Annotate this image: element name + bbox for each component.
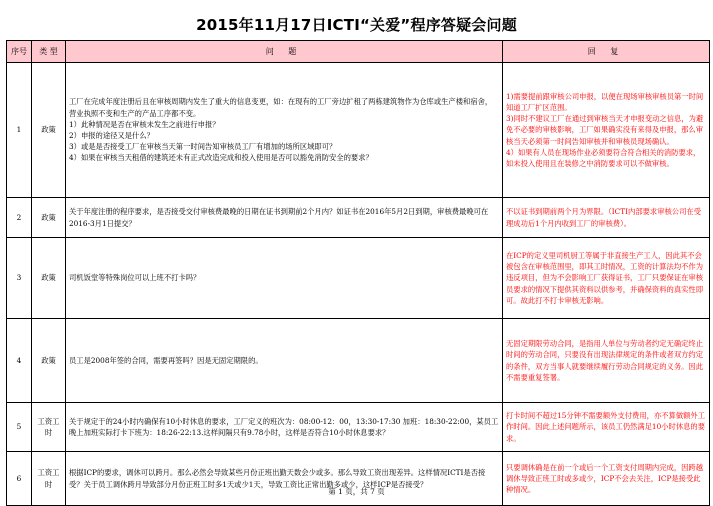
question-line: 关于年度注册的程序要求，是否接受交付审核费最晚的日期在证书到期前2个月内？如证书在2016年5月2日到期，审核费最晚可在2016-3月1日提交？: [69, 207, 489, 228]
table-row: [7, 198, 710, 238]
question-cell: [66, 319, 503, 403]
answer-cell: [503, 63, 710, 198]
row-type: 工资工时: [32, 403, 66, 452]
qa-body: [7, 63, 710, 506]
answer-line: 4）如果有人员在现场作业必须要符合符合相关的消防要求，如未投入使用且在装修之中消防要求可以不做审核。: [506, 147, 701, 168]
page-footer: 第 1 页，共 7 页: [328, 487, 385, 496]
answer-line: 打卡时间不超过15分钟不需要额外支付费用，亦不算做额外工作时间。因此上述问题所示，该员工仍然满足10小时休息的要求。: [506, 411, 706, 443]
row-type: 工资工时: [32, 452, 66, 506]
row-type: 政策: [32, 319, 66, 403]
row-number: 2: [7, 198, 32, 238]
row-number: 4: [7, 319, 32, 403]
header-answer: 回 复: [503, 41, 710, 63]
header-row: [7, 41, 710, 63]
row-number: 3: [7, 238, 32, 319]
answer-cell: [503, 198, 710, 238]
answer-line: 只要调休确是在前一个或后一个工资支付周期内完成，因跨越调休导致正班工时或多或少，ICP不会去关注，ICP是接受此种情况。: [506, 462, 704, 495]
question-line: 1）此种情况是否在审核未发生之前进行申报？: [69, 119, 220, 129]
question-line: 员工是2008年签的合同，需要再签吗？因是无固定期限的。: [69, 355, 263, 365]
row-type: 政策: [32, 63, 66, 198]
header-no: 序号: [7, 41, 32, 63]
row-number: 5: [7, 403, 32, 452]
header-type: 类 型: [32, 41, 66, 63]
table-row: [7, 63, 710, 198]
answer-line: 不以证书到期前两个月为界限。（ICTI内部要求审核公司在受理成功后1个月内收到工厂的审核费）。: [506, 207, 701, 228]
answer-cell: [503, 238, 710, 319]
question-cell: [66, 452, 503, 506]
header-question: 问 题: [66, 41, 503, 63]
question-line: 工厂在完成年度注册后且在审核周期内发生了重大的信息变更，如：在现有的工厂旁边扩租了两栋建筑物作为仓库或生产楼和宿舍，营业执照不变和生产的产品工序都不变。: [69, 97, 493, 118]
question-cell: [66, 198, 503, 238]
question-cell: [66, 63, 503, 198]
document-title: 2015年11月17日ICTI“关爱”程序答疑会问题: [196, 16, 517, 34]
answer-cell: [503, 319, 710, 403]
table-row: [7, 238, 710, 319]
question-line: 根据ICP的要求，调休可以跨月。那么必然会导致某些月份正班出勤天数会少或多。那么导致工资出现差异。这样情况ICTI是否接受？关于员工调休跨月导致部分月份正班工时多1天或少1天，导致工资比正常出勤多或少，这样ICP是否接受？: [69, 468, 486, 489]
question-cell: [66, 403, 503, 452]
table-row: [7, 452, 710, 506]
question-line: 司机饭堂等特殊岗位可以上班不打卡吗？: [69, 273, 201, 283]
answer-line: 无固定期限劳动合同，是指用人单位与劳动者约定无确定终止时间的劳动合同，只要没有出现法律规定的条件或者双方约定的条件，双方当事人就要继续履行劳动合同规定的义务。因此不需要重复签署。: [506, 339, 704, 382]
question-line: 4）如果在审核当天租借的建筑还未有正式改造完成和投入使用是否可以豁免消防安全的要求？: [69, 153, 373, 163]
question-cell: [66, 238, 503, 319]
answer-line: 3)同时不建议工厂在通过到审核当天才申报变动之信息，为避免不必要的审核影响，工厂如果确实没有来得及申报，那么审核当天必须第一时间告知审核并和审核员现场确认。: [506, 114, 704, 146]
answer-line: 1)需要提前跟审核公司申报，以便在现场审核审核员第一时间知道工厂扩区范围。: [506, 91, 704, 112]
table-row: [7, 319, 710, 403]
row-number: 1: [7, 63, 32, 198]
question-line: 3）或是是否接受工厂在审核当天第一时间告知审核员工厂有增加的场所区域即可？: [69, 142, 337, 152]
row-number: 6: [7, 452, 32, 506]
table-row: [7, 403, 710, 452]
qa-table: [6, 40, 710, 506]
row-type: 政策: [32, 198, 66, 238]
question-line: 关于规定于的24小时内确保有10小时休息的要求，工厂定义的班次为：08:00-12：00，13:30-17:30 加班：18:30-22:00，某员工晚上加班实际打卡下班为：18:26-22:13.这样间隔只有9.78小时，这样是否符合10小时休息要求？: [69, 416, 499, 437]
answer-line: 在ICP的定义里司机厨工等属于非直接生产工人，因此其不会被包含在审核范围里，即其工时情况，工资的计算法均不作为违反项目，但为不会影响工厂获得证书，工厂只要保证在审核员要求的情况下提供其资料以供参考，并确保资料的真实性即可。故此打不打卡审核无影响。: [506, 250, 704, 305]
answer-cell: [503, 452, 710, 506]
question-line: 2）申报的途径又是什么？: [69, 131, 154, 140]
answer-cell: [503, 403, 710, 452]
row-type: 政策: [32, 238, 66, 319]
